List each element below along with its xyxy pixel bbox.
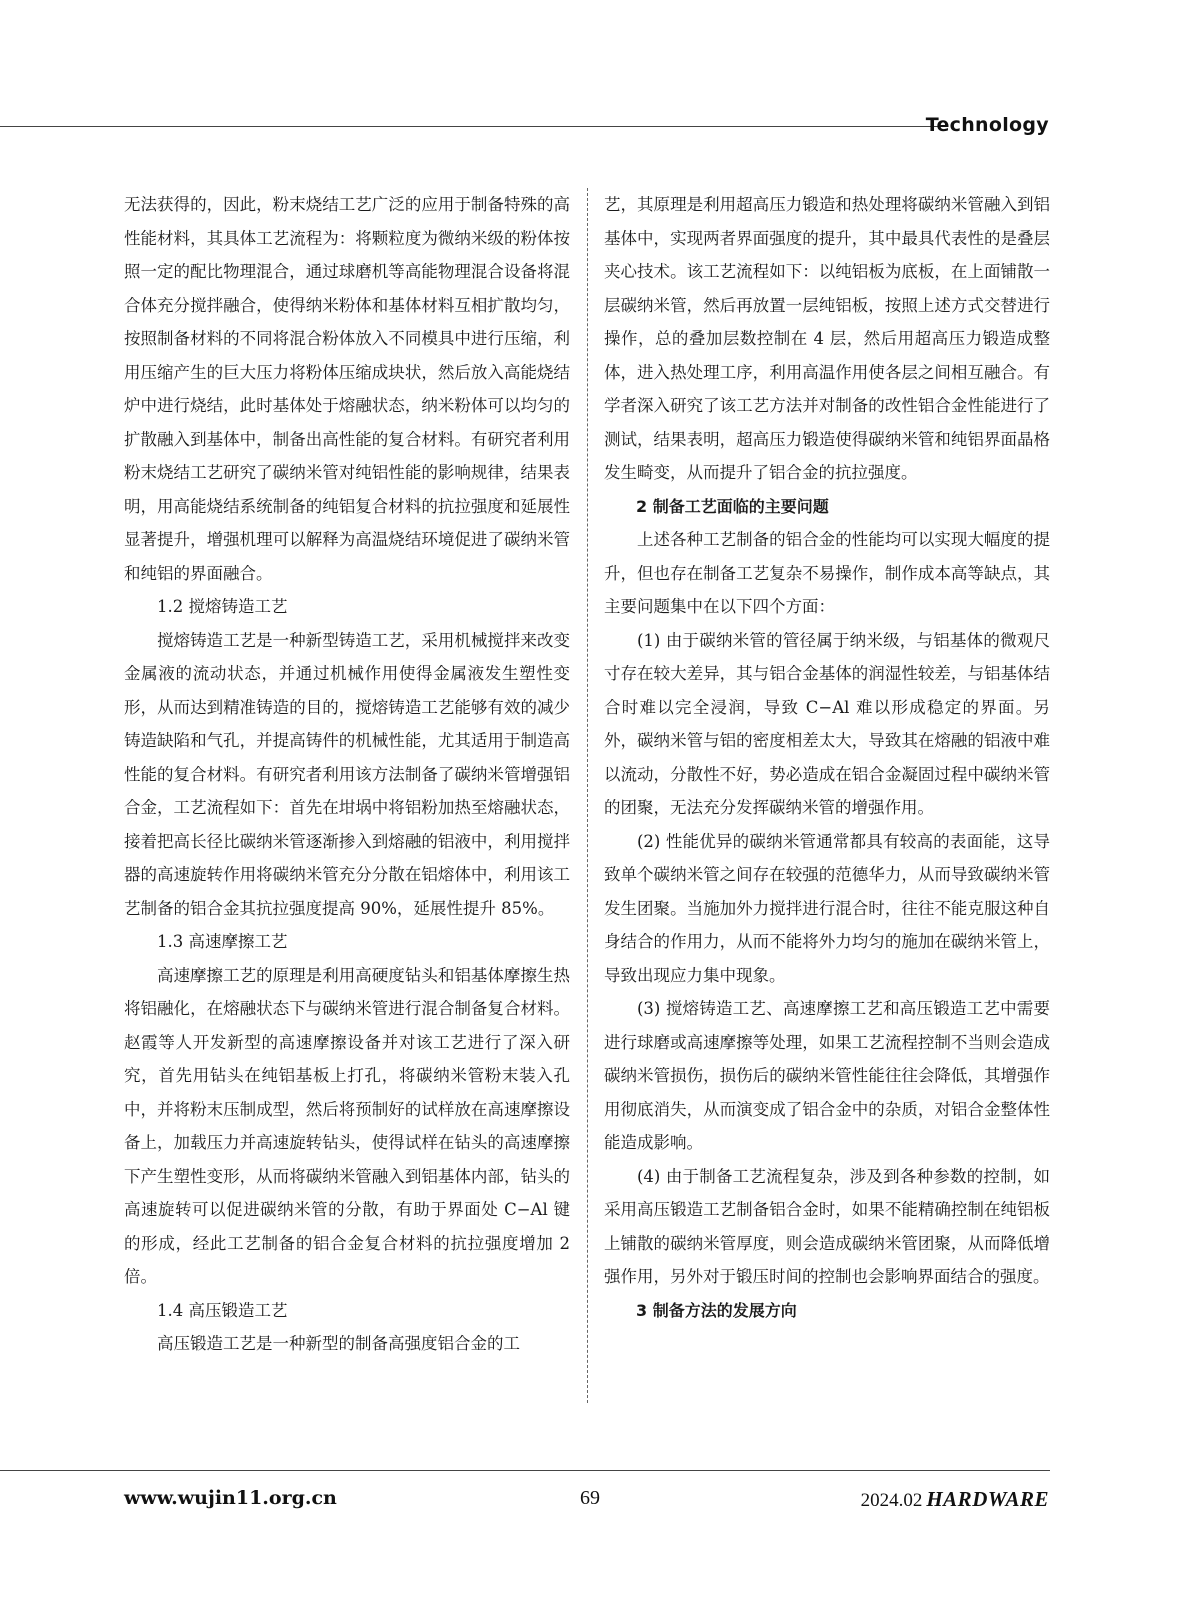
paragraph: 无法获得的，因此，粉末烧结工艺广泛的应用于制备特殊的高性能材料，其具体工艺流程为：将颗粒度为微纳米级的粉体按照一定的配比物理混合，通过球磨机等高能物理混合设备将混合体充分搅拌融合，使得纳米粉体和基体材料互相扩散均匀，按照制备材料的不同将混合粉体放入不同模具中进行压缩，利用压缩产生的巨大压力将粉体压缩成块状，然后放入高能烧结炉中进行烧结，此时基体处于熔融状态，纳米粉体可以均匀的扩散融入到基体中，制备出高性能的复合材料。有研究者利用粉末烧结工艺研究了碳纳米管对纯铝性能的影响规律，结果表明，用高能烧结系统制备的纯铝复合材料的抗拉强度和延展性显著提升，增强机理可以解释为高温烧结环境促进了碳纳米管和纯铝的界面融合。 bbox=[124, 195, 570, 583]
subsection-heading: 1.3 高速摩擦工艺 bbox=[157, 932, 288, 951]
page-number: 69 bbox=[580, 1487, 600, 1509]
right-column bbox=[604, 188, 1050, 1418]
column-divider bbox=[587, 188, 588, 1403]
paragraph: 高压锻造工艺是一种新型的制备高强度铝合金的工 bbox=[157, 1334, 520, 1353]
issue-date: 2024.02 bbox=[860, 1490, 923, 1511]
paragraph: 搅熔铸造工艺是一种新型铸造工艺，采用机械搅拌来改变金属液的流动状态，并通过机械作用使得金属液发生塑性变形，从而达到精准铸造的目的，搅熔铸造工艺能够有效的减少铸造缺陷和气孔，并提高铸件的机械性能，尤其适用于制造高性能的复合材料。有研究者利用该方法制备了碳纳米管增强铝合金，工艺流程如下：首先在坩埚中将铝粉加热至熔融状态，接着把高长径比碳纳米管逐渐掺入到熔融的铝液中，利用搅拌器的高速旋转作用将碳纳米管充分分散在铝熔体中，利用该工艺制备的铝合金其抗拉强度提高 90%，延展性提升 85%。 bbox=[124, 630, 570, 918]
paragraph: 艺，其原理是利用超高压力锻造和热处理将碳纳米管融入到铝基体中，实现两者界面强度的提升，其中最具代表性的是叠层夹心技术。该工艺流程如下：以纯铝板为底板，在上面铺散一层碳纳米管，然后再放置一层纯铝板，按照上述方式交替进行操作，总的叠加层数控制在 4 层，然后用超高压力锻造成整体，进入热处理工序，利用高温作用使各层之间相互融合。有学者深入研究了该工艺方法并对制备的改性铝合金性能进行了测试，结果表明，超高压力锻造使得碳纳米管和纯铝界面晶格发生畸变，从而提升了铝合金的抗拉强度。 bbox=[604, 195, 1050, 482]
left-column bbox=[124, 188, 570, 1418]
paragraph: (1) 由于碳纳米管的管径属于纳米级，与铝基体的微观尺寸存在较大差异，其与铝合金基体的润湿性较差，与铝基体结合时难以完全浸润，导致 C−Al 难以形成稳定的界面。另外，碳纳米管与铝的密度相差太大，导致其在熔融的铝液中难以流动，分散性不好，势必造成在铝合金凝固过程中碳纳米管的团聚，无法充分发挥碳纳米管的增强作用。 bbox=[604, 630, 1050, 817]
header-rule bbox=[0, 126, 945, 127]
footer-rule bbox=[0, 1470, 1050, 1471]
paragraph: (3) 搅熔铸造工艺、高速摩擦工艺和高压锻造工艺中需要进行球磨或高速摩擦等处理，如果工艺流程控制不当则会造成碳纳米管损伤，损伤后的碳纳米管性能往往会降低，其增强作用彻底消失，从而演变成了铝合金中的杂质，对铝合金整体性能造成影响。 bbox=[604, 999, 1050, 1152]
subsection-heading: 1.2 搅熔铸造工艺 bbox=[157, 597, 288, 616]
section-heading: 2 制备工艺面临的主要问题 bbox=[636, 496, 829, 516]
footer-issue bbox=[861, 1487, 1049, 1512]
section-heading: 3 制备方法的发展方向 bbox=[636, 1300, 797, 1320]
paragraph: (2) 性能优异的碳纳米管通常都具有较高的表面能，这导致单个碳纳米管之间存在较强的范德华力，从而导致碳纳米管发生团聚。当施加外力搅拌进行混合时，往往不能克服这种自身结合的作用力，从而不能将外力均匀的施加在碳纳米管上，导致出现应力集中现象。 bbox=[604, 831, 1050, 985]
footer-website: www.wujin11.org.cn bbox=[124, 1487, 337, 1509]
subsection-heading: 1.4 高压锻造工艺 bbox=[157, 1300, 288, 1320]
paragraph: (4) 由于制备工艺流程复杂，涉及到各种参数的控制，如采用高压锻造工艺制备铝合金时，如果不能精确控制在纯铝板上铺散的碳纳米管厚度，则会造成碳纳米管团聚，从而降低增强作用，另外对于锻压时间的控制也会影响界面结合的强度。 bbox=[604, 1166, 1050, 1286]
magazine-name: HARDWARE bbox=[926, 1487, 1049, 1511]
paragraph: 上述各种工艺制备的铝合金的性能均可以实现大幅度的提升，但也存在制备工艺复杂不易操作，制作成本高等缺点，其主要问题集中在以下四个方面： bbox=[604, 530, 1050, 616]
paragraph: 高速摩擦工艺的原理是利用高硬度钻头和铝基体摩擦生热将铝融化，在熔融状态下与碳纳米管进行混合制备复合材料。赵霞等人开发新型的高速摩擦设备并对该工艺进行了深入研究，首先用钻头在纯铝基板上打孔，将碳纳米管粉末装入孔中，并将粉末压制成型，然后将预制好的试样放在高速摩擦设备上，加载压力并高速旋转钻头，使得试样在钻头的高速摩擦下产生塑性变形，从而将碳纳米管融入到铝基体内部，钻头的高速旋转可以促进碳纳米管的分散，有助于界面处 C−Al 键的形成，经此工艺制备的铝合金复合材料的抗拉强度增加 2 倍。 bbox=[124, 965, 570, 1286]
section-tag: Technology bbox=[925, 114, 1049, 136]
article-body bbox=[124, 188, 1050, 1418]
